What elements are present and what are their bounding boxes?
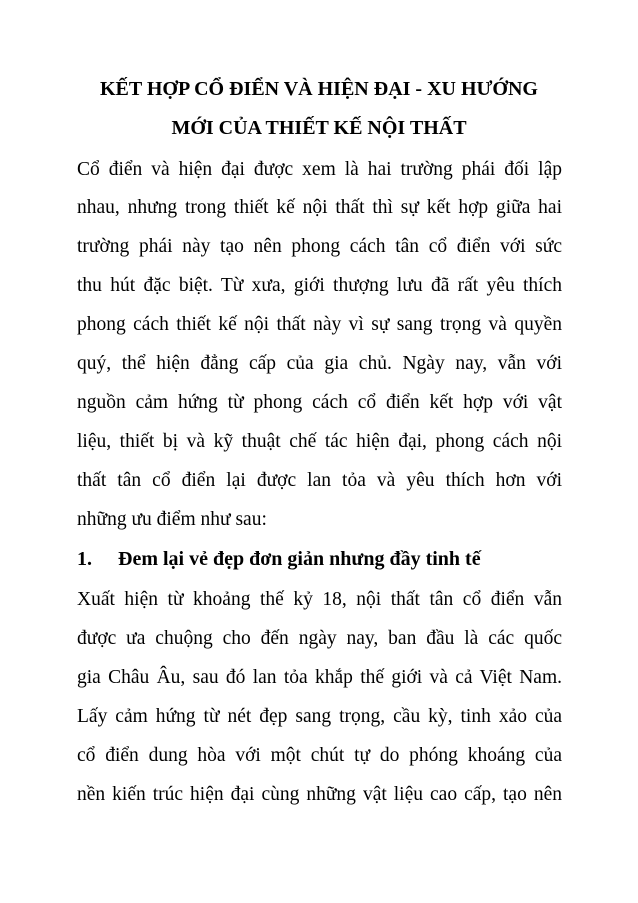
intro-line-last: những ưu điểm như sau: <box>77 509 267 530</box>
intro-line: nguồn cảm hứng từ phong cách cổ điển kết hợp với vật <box>77 392 562 413</box>
intro-line: trường phái này tạo nên phong cách tân cổ điển với sức <box>77 236 562 257</box>
intro-line: quý, thể hiện đẳng cấp của gia chủ. Ngày nay, vẫn với <box>77 353 562 374</box>
section-line: nền kiến trúc hiện đại cùng những vật liệu cao cấp, tạo nên <box>77 784 562 805</box>
section-line: được ưa chuộng cho đến ngày nay, ban đầu là các quốc <box>77 628 562 649</box>
intro-line: phong cách thiết kế nội thất này vì sự sang trọng và quyền <box>77 314 562 335</box>
intro-line: thu hút đặc biệt. Từ xưa, giới thượng lưu đã rất yêu thích <box>77 275 562 296</box>
section-line: Lấy cảm hứng từ nét đẹp sang trọng, cầu kỳ, tinh xảo của <box>77 706 562 727</box>
intro-line: nhau, nhưng trong thiết kế nội thất thì sự kết hợp giữa hai <box>77 197 562 218</box>
document-title-line-2: MỚI CỦA THIẾT KẾ NỘI THẤT <box>171 117 467 139</box>
section-line: gia Châu Âu, sau đó lan tỏa khắp thế giới và cả Việt Nam. <box>77 667 562 688</box>
intro-line: liệu, thiết bị và kỹ thuật chế tác hiện đại, phong cách nội <box>77 431 562 452</box>
intro-line: thất tân cổ điển lại được lan tỏa và yêu thích hơn với <box>77 470 562 491</box>
section-heading: Đem lại vẻ đẹp đơn giản nhưng đầy tinh tế <box>118 548 481 570</box>
section-line: Xuất hiện từ khoảng thế kỷ 18, nội thất tân cổ điển vẫn <box>77 589 562 610</box>
section-number: 1. <box>77 548 92 570</box>
document-title-line-1: KẾT HỢP CỔ ĐIỂN VÀ HIỆN ĐẠI - XU HƯỚNG <box>99 78 538 100</box>
intro-line: Cổ điển và hiện đại được xem là hai trường phái đối lập <box>77 159 562 180</box>
section-line: cổ điển dung hòa với một chút tự do phóng khoáng của <box>77 745 562 766</box>
